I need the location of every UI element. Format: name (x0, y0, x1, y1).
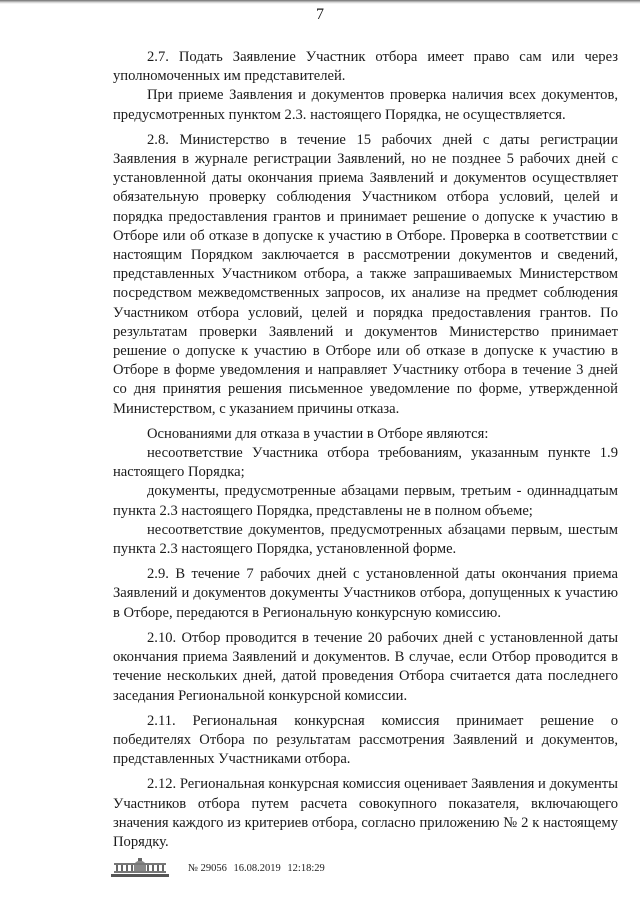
document-number: № 29056 (188, 862, 227, 874)
scan-edge (0, 0, 640, 4)
stamp-text (188, 863, 329, 874)
list-item-refusal-3: несоответствие документов, предусмотренных абзацами первым, шестым пункта 2.3 настоящего Порядка, установленной форме. (113, 521, 618, 558)
paragraph-2-11: 2.11. Региональная конкурсная комиссия принимает решение о победителях Отбора по результатам рассмотрения Заявлений и документов, представленных Участниками отбора. (113, 712, 618, 768)
paragraph-2-12: 2.12. Региональная конкурсная комиссия оценивает Заявления и документы Участников отбора путем расчета совокупного показателя, включающего значения каждого из критериев отбора, согласно приложению № 2 к настоящему Порядку. (113, 776, 618, 850)
paragraph-refusal-grounds: Основаниями для отказа в участии в Отборе являются: (147, 425, 489, 442)
document-body (113, 48, 618, 852)
paragraph-document-check: При приеме Заявления и документов проверка наличия всех документов, предусмотренных пунктом 2.3. настоящего Порядка, не осуществляется. (113, 87, 618, 123)
document-date: 16.08.2019 (233, 862, 281, 874)
page-number: 7 (316, 6, 324, 23)
paragraph-2-9: 2.9. В течение 7 рабочих дней с установленной даты окончания приема Заявлений и документов документы Участников отбора, допущенных к участию в Отборе, передаются в Региональную конкурсную комиссию. (113, 566, 618, 621)
paragraph-2-8: 2.8. Министерство в течение 15 рабочих дней с даты регистрации Заявления в журнале регистрации Заявлений, но не позднее 5 рабочих дней с установленной даты окончания приема Заявлений и документов осуществляет обязательную проверку соблюдения Участником отбора условий, целей и порядка предоставления грантов и принимает решение о допуске к участию в Отборе или об отказе в допуске к участию в Отборе. Проверка в соответствии с настоящим Порядком заключается в рассмотрении документов и сведений, представленных Участником отбора, а также запрашиваемых Министерством посредством межведомственных запросов, их анализе на предмет соблюдения Участником отбора условий, целей и порядка предоставления грантов. По результатам проверки Заявлений и документов Министерство принимает решение о допуске к участию в Отборе или об отказе в допуске к участию в Отборе в форме уведомления и направляет Участнику отбора в течение 3 дней со дня принятия решения письменное уведомление по форме, утвержденной Министерством, с указанием причины отказа. (113, 131, 618, 417)
document-time: 12:18:29 (287, 862, 325, 874)
paragraph-2-10: 2.10. Отбор проводится в течение 20 рабочих дней с установленной даты окончания приема Заявлений и документов. В случае, если Отбор проводится в течение нескольких дней, датой проведения Отбора считается дата последнего заседания Региональной конкурсной комиссии. (113, 629, 618, 704)
list-item-refusal-1: несоответствие Участника отбора требованиям, указанным пункте 1.9 настоящего Порядка; (113, 445, 618, 481)
paragraph-2-7: 2.7. Подать Заявление Участник отбора имеет право сам или через уполномоченных им представителей. (113, 49, 618, 85)
registration-stamp (110, 857, 329, 879)
government-building-icon (110, 858, 170, 878)
list-item-refusal-2: документы, предусмотренные абзацами первым, третьим - одиннадцатым пункта 2.3 настоящего Порядка, представлены не в полном объеме; (113, 483, 618, 519)
